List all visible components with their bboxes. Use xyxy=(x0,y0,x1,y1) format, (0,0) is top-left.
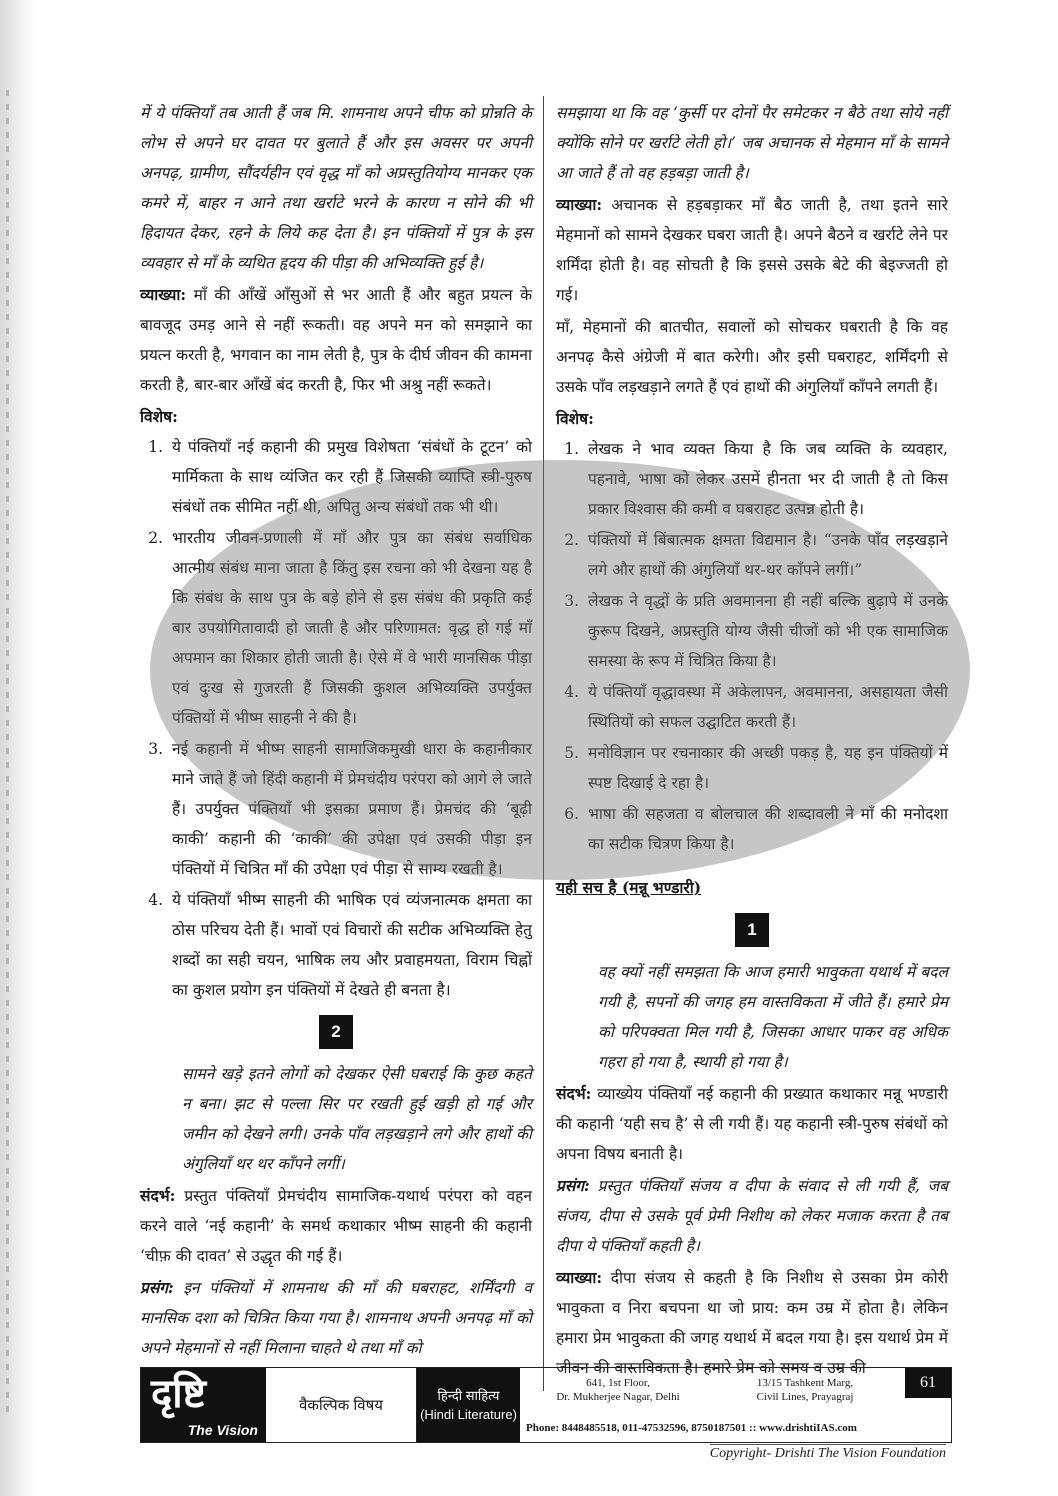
address-prayagraj xyxy=(725,1376,885,1404)
right-para2: माँ, मेहमानों की बातचीत, सवालों को सोचकर घबराती है कि वह अनपढ़ कैसे अंग्रेजी में बात करेगी। और इसी घबराहट, शर्मिंदगी से उसके पाँव लड़खड़ाने लगते हैं एवं हाथों की अंगुलियाँ काँपने लगती हैं। xyxy=(556,318,948,396)
logo-subtext: The Vision xyxy=(187,1422,258,1438)
passage-number-box: 1 xyxy=(735,913,769,947)
literature-english: (Hindi Literature) xyxy=(420,1407,517,1422)
right-column xyxy=(556,98,948,1385)
left-column xyxy=(140,98,532,1365)
section-title: यही सच है (मन्नू भण्डारी) xyxy=(556,878,702,897)
address-line: Civil Lines, Prayagraj xyxy=(756,1391,854,1403)
right-vyakhya2 xyxy=(556,1263,948,1383)
literature-hindi: हिन्दी साहित्य xyxy=(437,1388,500,1403)
subject-label: वैकल्पिक विषय xyxy=(299,1397,383,1414)
column-divider xyxy=(543,96,544,1391)
vyakhya-text: अचानक से हड़बड़ाकर माँ बैठ जाती है, तथा इतने सारे मेहमानों को सामने देखकर घबरा जाती है। अपने बैठने व खर्राटे लेने पर शर्मिंदा होती है। वह सोचती है कि इससे उसके बेटे की बेइज्जती हो गई। xyxy=(556,196,948,304)
list-item: 3. लेखक ने वृद्धों के प्रति अवमानना ही नहीं बल्कि बुढ़ापे में उनके कुरूप दिखने, अप्रस्तुति योग्य जैसी चीजों को भी एक सामाजिक समस्या के रूप में चित्रित किया है। xyxy=(584,586,948,676)
right-vishesh-heading: विशेष: xyxy=(556,409,594,428)
copyright-line: Copyright- Drishti The Vision Foundation xyxy=(709,1446,946,1461)
left-prasang xyxy=(140,1273,532,1363)
list-item: 1. ये पंक्तियाँ नई कहानी की प्रमुख विशेषता ‘संबंधों के टूटन’ को मार्मिकता के साथ व्यंजित कर रही हैं जिसकी व्याप्ति स्त्री-पुरुष संबंधों तक सीमित नहीं थी, अपितु अन्य संबंधों तक भी थी। xyxy=(168,432,532,522)
sandarbh-text: प्रस्तुत पंक्तियाँ प्रेमचंदीय सामाजिक-यथार्थ परंपरा को वहन करने वाले ‘नई कहानी’ के समर्थ कथाकार भीष्म साहनी की कहानी ‘चीफ़ की दावत’ से उद्धृत की गई हैं। xyxy=(140,1187,532,1265)
left-intro: में ये पंक्तियाँ तब आती हैं जब मि. शामनाथ अपने चीफ को प्रोन्नति के लोभ से अपने घर दावत पर बुलाते हैं और इस अवसर पर अपनी अनपढ़, ग्रामीण, सौंदर्यहीन एवं वृद्ध माँ को अप्रस्तुतियोग्य मानकर एक कमरे में, बाहर न आने तथा खर्राटे भरने के कारण न सोने की भी हिदायत देकर, रहने के लिये कह देता है। इन पंक्तियों में पुत्र के इस व्यवहार से माँ के व्यथित हृदय की पीड़ा की अभिव्यक्ति हुई है। xyxy=(140,104,532,272)
prasang-text: इन पंक्तियों में शामनाथ की माँ की घबराहट, शर्मिंदगी व मानसिक दशा को चित्रित किया गया है। शामनाथ अपनी अनपढ़ माँ को अपने मेहमानों से नहीं मिलाना चाहते थे तथा माँ को xyxy=(140,1279,532,1357)
sandarbh-label: संदर्भ: xyxy=(140,1186,176,1205)
vyakhya-text: माँ की आँखें आँसुओं से भर आती हैं और बहुत प्रयत्न के बावजूद उमड़ आने से नहीं रूकती। वह अपने मन को समझाने का प्रयत्न करती है, भगवान का नाम लेती है, पुत्र के दीर्घ जीवन की कामना करती है, बार-बार आँखें बंद करती है, फिर भी अश्रु नहीं रूकते। xyxy=(140,286,532,394)
page-number: 61 xyxy=(905,1368,951,1398)
prasang-label: प्रसंग: xyxy=(140,1278,174,1297)
vyakhya-text: दीपा संजय से कहती है कि निशीथ से उसका प्रेम कोरी भावुकता व निरा बचपना था जो प्राय: कम उम्र में होता है। लेकिन हमारा प्रेम भावुकता की जगह यथार्थ में बदल गया है। इस यथार्थ प्रेम में जीवन की वास्तविकता है। हमारे प्रेम को समय व उम्र की xyxy=(556,1269,948,1377)
prasang-text: प्रस्तुत पंक्तियाँ संजय व दीपा के संवाद से ली गयी हैं, जब संजय, दीपा से उसके पूर्व प्रेमी निशीथ को लेकर मजाक करता है तब दीपा ये पंक्तियाँ कहती है। xyxy=(556,1177,948,1255)
logo-text: दृष्टि xyxy=(151,1372,206,1416)
address-delhi xyxy=(538,1376,698,1404)
subject-cell xyxy=(266,1368,417,1442)
literature-cell xyxy=(417,1368,520,1442)
prasang-label: प्रसंग: xyxy=(556,1176,590,1195)
right-vyakhya xyxy=(556,190,948,310)
list-item: 2. पंक्तियों में बिंबात्मक क्षमता विद्यमान है। “उनके पाँव लड़खड़ाने लगे और हाथों की अंगुलियाँ थर-थर काँपने लगीं।” xyxy=(584,525,948,585)
vyakhya-label: व्याख्या: xyxy=(556,1268,603,1287)
right-vishesh-list xyxy=(556,434,948,859)
address-line: Dr. Mukherjee Nagar, Delhi xyxy=(556,1391,680,1403)
sandarbh-text: व्याख्येय पंक्तियाँ नई कहानी की प्रख्यात कथाकार मन्नू भण्डारी की कहानी ‘यही सच है’ से ली गयी हैं। यह कहानी स्त्री-पुरुष संबंधों को अपना विषय बनाती है। xyxy=(556,1085,948,1163)
vyakhya-label: व्याख्या: xyxy=(556,195,603,214)
right-intro: समझाया था कि वह ‘कुर्सी पर दोनों पैर समेटकर न बैठे तथा सोये नहीं क्योंकि सोने पर खर्राटे लेती हो।’ जब अचानक से मेहमान माँ के सामने आ जाते हैं तो वह हड़बड़ा जाती है। xyxy=(556,104,948,182)
right-prasang xyxy=(556,1171,948,1261)
left-sandarbh xyxy=(140,1181,532,1271)
sandarbh-label: संदर्भ: xyxy=(556,1084,592,1103)
left-vishesh-heading: विशेष: xyxy=(140,407,178,426)
scan-binding-marks xyxy=(6,90,9,1420)
page-footer xyxy=(140,1367,952,1443)
list-item: 6. भाषा की सहजता व बोलचाल की शब्दावली ने माँ की मनोदशा का सटीक चित्रण किया है। xyxy=(584,799,948,859)
passage-number-box: 2 xyxy=(319,1015,353,1049)
right-quote: वह क्यों नहीं समझता कि आज हमारी भावुकता यथार्थ में बदल गयी है, सपनों की जगह हम वास्तविकता में जीते हैं। हमारे प्रेम को परिपक्वता मिल गयी है, जिसका आधार पाकर वह अधिक गहरा हो गया है, स्थायी हो गया है। xyxy=(598,963,948,1071)
list-item: 4. ये पंक्तियाँ भीष्म साहनी की भाषिक एवं व्यंजनात्मक क्षमता का ठोस परिचय देती हैं। भावों एवं विचारों की सटीक अभिव्यक्ति हेतु शब्दों का सही चयन, भाषिक लय और प्रवाहमयता, विराम चिह्नों का कुशल प्रयोग इन पंक्तियों में देखते ही बनता है। xyxy=(168,885,532,1005)
address-cell xyxy=(520,1368,951,1442)
left-quote: सामने खड़े इतने लोगों को देखकर ऐसी घबराई कि कुछ कहते न बना। झट से पल्ला सिर पर रखती हुई खड़ी हो गई और जमीन को देखने लगी। उनके पाँव लड़खड़ाने लगे और हाथों की अंगुलियाँ थर थर काँपने लगीं। xyxy=(182,1065,532,1173)
list-item: 3. नई कहानी में भीष्म साहनी सामाजिकमुखी धारा के कहानीकार माने जाते हैं जो हिंदी कहानी में प्रेमचंदीय परंपरा को आगे ले जाते हैं। उपर्युक्त पंक्तियाँ भी इसका प्रमाण हैं। प्रेमचंद की ‘बूढ़ी काकी’ कहानी की ‘काकी’ की उपेक्षा एवं उसकी पीड़ा इन पंक्तियों में चित्रित माँ की उपेक्षा एवं पीड़ा से साम्य रखती है। xyxy=(168,734,532,884)
list-item: 1. लेखक ने भाव व्यक्त किया है कि जब व्यक्ति के व्यवहार, पहनावे, भाषा को लेकर उसमें हीनता भर दी जाती है तो किस प्रकार विश्वास की कमी व घबराहट उत्पन्न होती है। xyxy=(584,434,948,524)
list-item: 4. ये पंक्तियाँ वृद्धावस्था में अकेलापन, अवमानना, असहायता जैसी स्थितियों को सफल उद्घाटित करती हैं। xyxy=(584,677,948,737)
address-line: 13/15 Tashkent Marg, xyxy=(756,1377,854,1389)
drishti-logo xyxy=(141,1368,266,1442)
list-item: 2. भारतीय जीवन-प्रणाली में माँ और पुत्र का संबंध सर्वाधिक आत्मीय संबंध माना जाता है किंतु इस रचना को भी देखना यह है कि संबंध के साथ पुत्र के बड़े होने से इस संबंध की प्रकृति कई बार उपयोगितावादी हो जाती है और परिणामत: वृद्ध हो गई माँ अपमान का शिकार होती जाती है। ऐसे में वे भारी मानसिक पीड़ा एवं दुःख से गुजरती हैं जिसकी कुशल अभिव्यक्ति उपर्युक्त पंक्तियों में भीष्म साहनी ने की है। xyxy=(168,523,532,733)
list-item: 5. मनोविज्ञान पर रचनाकार की अच्छी पकड़ है, यह इन पंक्तियों में स्पष्ट दिखाई दे रहा है। xyxy=(584,738,948,798)
vyakhya-label: व्याख्या: xyxy=(140,285,187,304)
left-vyakhya xyxy=(140,280,532,400)
contact-phone: Phone: 8448485518, 011-47532596, 8750187501 :: www.drishtiIAS.com xyxy=(526,1422,857,1434)
address-line: 641, 1st Floor, xyxy=(586,1377,650,1389)
right-sandarbh xyxy=(556,1079,948,1169)
left-vishesh-list xyxy=(140,432,532,1005)
